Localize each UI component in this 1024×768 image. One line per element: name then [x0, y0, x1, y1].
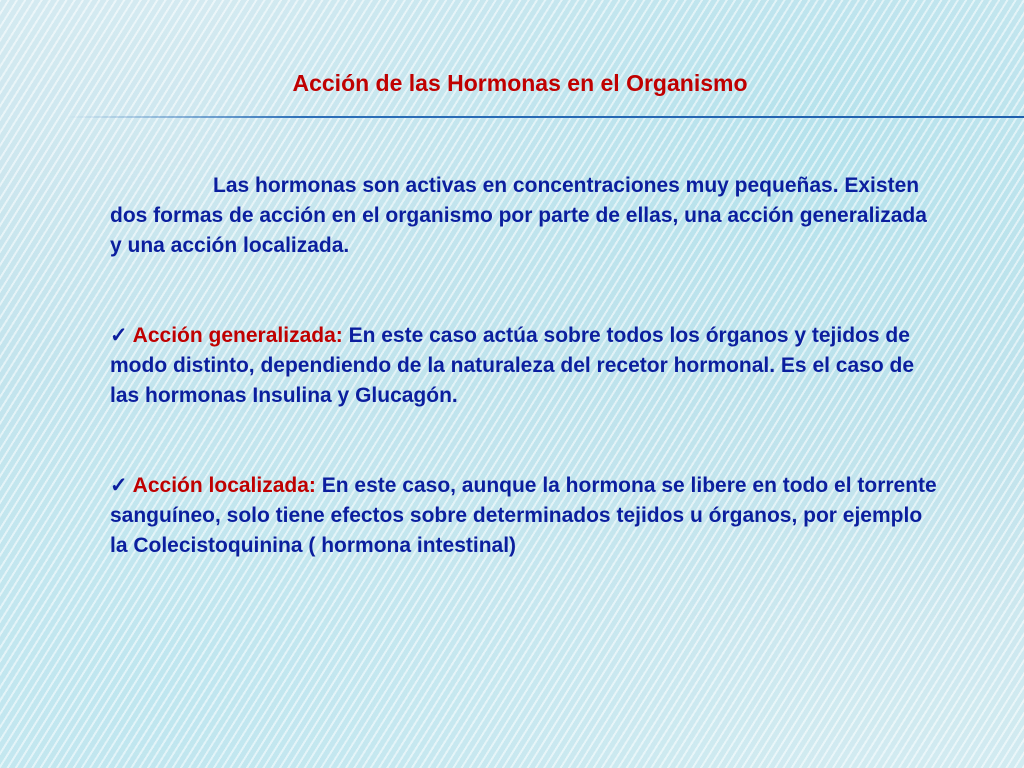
- term-prefix: Acción: [132, 324, 209, 347]
- checkmark-icon: ✓: [110, 324, 128, 347]
- term-word: localizada:: [208, 474, 316, 497]
- item-text: En este caso, aunque la hormona se libere en todo el torrente sanguíneo, solo tiene efectos sobre determinados tejidos u órganos, por ejemplo la Colecistoquinina ( hormona intestinal): [110, 474, 937, 557]
- title-underline: [66, 116, 1024, 118]
- term-prefix: Acción: [132, 474, 209, 497]
- spacer: [110, 411, 940, 471]
- term-word: generalizada:: [208, 324, 343, 347]
- list-item-localized: [110, 471, 940, 561]
- spacer: [110, 261, 940, 321]
- slide-body: [110, 171, 940, 561]
- slide-title: Acción de las Hormonas en el Organismo: [292, 70, 748, 96]
- checkmark-icon: ✓: [110, 474, 128, 497]
- list-item-generalized: [110, 321, 940, 411]
- item-text: En este caso actúa sobre todos los órganos y tejidos de modo distinto, dependiendo de la naturaleza del recetor hormonal. Es el caso de las hormonas Insulina y Glucagón.: [110, 324, 914, 407]
- intro-paragraph: Las hormonas son activas en concentraciones muy pequeñas. Existen dos formas de acción en el organismo por parte de ellas, una acción generalizada y una acción localizada.: [110, 174, 927, 257]
